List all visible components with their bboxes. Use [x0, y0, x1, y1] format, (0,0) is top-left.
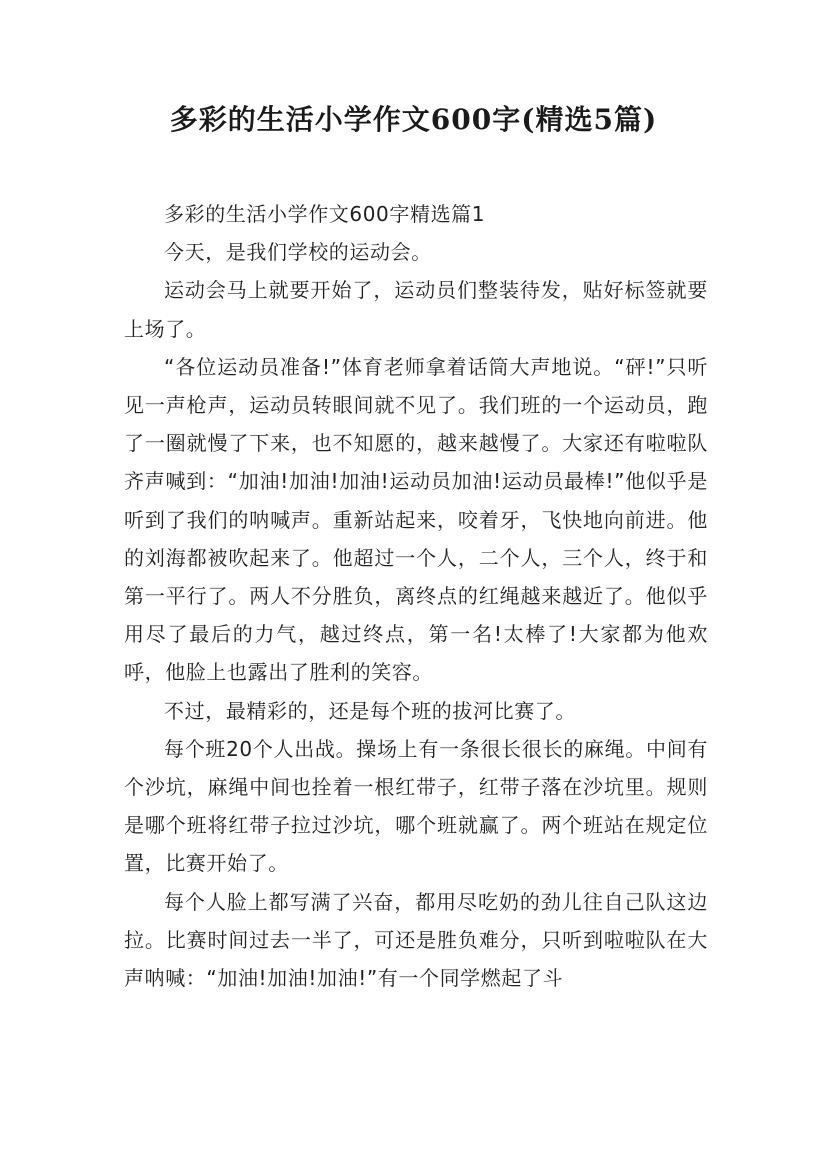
paragraph: 每个人脸上都写满了兴奋，都用尽吃奶的劲儿往自己队这边拉。比赛时间过去一半了，可还是胜负难分，只听到啦啦队在大声呐喊：“加油!加油!加油!”有一个同学燃起了斗	[124, 889, 708, 991]
document-body	[124, 195, 708, 997]
paragraph: 今天，是我们学校的运动会。	[164, 240, 432, 265]
paragraph: 每个班20个人出战。操场上有一条很长很长的麻绳。中间有个沙坑，麻绳中间也拴着一根红带子，红带子落在沙坑里。规则是哪个班将红带子拉过沙坑，哪个班就赢了。两个班站在规定位置，比赛开始了。	[124, 736, 708, 876]
section-heading: 多彩的生活小学作文600字精选篇1	[164, 202, 486, 226]
paragraph: 运动会马上就要开始了，运动员们整装待发，贴好标签就要上场了。	[124, 278, 708, 341]
document-title: 多彩的生活小学作文600字(精选5篇)	[169, 103, 658, 136]
paragraph: “各位运动员准备!”体育老师拿着话筒大声地说。“砰!”只听见一声枪声，运动员转眼间就不见了。我们班的一个运动员，跑了一圈就慢了下来，也不知愿的，越来越慢了。大家还有啦啦队齐声喊到：“加油!加油!加油!运动员加油!运动员最棒!”他似乎是听到了我们的呐喊声。重新站起来，咬着牙，飞快地向前进。他的刘海都被吹起来了。他超过一个人，二个人，三个人，终于和第一平行了。两人不分胜负，离终点的红绳越来越近了。他似乎用尽了最后的力气，越过终点，第一名!太棒了!大家都为他欢呼，他脸上也露出了胜利的笑容。	[124, 354, 708, 685]
paragraph: 不过，最精彩的，还是每个班的拔河比赛了。	[164, 698, 576, 723]
